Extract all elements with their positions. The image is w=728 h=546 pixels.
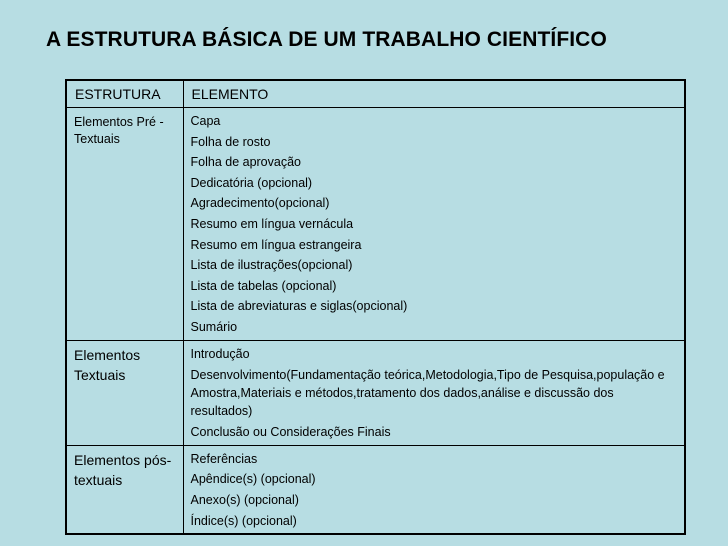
list-item: Agradecimento(opcional) (190, 196, 330, 211)
list-item: Desenvolvimento(Fundamentação teórica,Metodologia,Tipo de Pesquisa,população e Amostra,Materiais e métodos,tratamento dos dados,análise e discussão dos resultados) (190, 368, 665, 419)
row-label: Elementos Pré - Textuais (74, 115, 164, 146)
list-item: Apêndice(s) (opcional) (190, 472, 316, 487)
list-item: Introdução (190, 346, 250, 361)
list-item: Lista de abreviaturas e siglas(opcional) (190, 299, 408, 314)
row-items-cell (183, 108, 685, 341)
table-row-pos-textuais (66, 445, 685, 534)
row-label: Elementos pós-textuais (74, 451, 172, 488)
list-item: Folha de rosto (190, 134, 271, 149)
list-item: Índice(s) (opcional) (190, 513, 297, 528)
row-label-cell (66, 340, 183, 445)
table-header-row (66, 80, 685, 108)
row-items-cell (183, 340, 685, 445)
list-item: Resumo em língua estrangeira (190, 237, 362, 252)
table-row-pre-textuais (66, 108, 685, 341)
list-item: Resumo em língua vernácula (190, 216, 354, 231)
list-item: Anexo(s) (opcional) (190, 492, 299, 507)
list-item: Conclusão ou Considerações Finais (190, 425, 391, 440)
list-item: Folha de aprovação (190, 155, 301, 170)
list-item: Lista de ilustrações(opcional) (190, 258, 353, 273)
row-label-cell (66, 108, 183, 341)
list-item: Capa (190, 114, 221, 128)
page-title: A ESTRUTURA BÁSICA DE UM TRABALHO CIENTÍFICO (46, 28, 607, 51)
row-label: Elementos Textuais (74, 346, 141, 383)
table-row-textuais (66, 340, 685, 445)
row-items-cell (183, 445, 685, 534)
header-elemento: ELEMENTO (183, 80, 685, 108)
row-label-cell (66, 445, 183, 534)
list-item: Lista de tabelas (opcional) (190, 278, 337, 293)
list-item: Dedicatória (opcional) (190, 175, 313, 190)
list-item: Referências (190, 451, 258, 466)
list-item: Sumário (190, 319, 238, 334)
structure-table (65, 79, 686, 535)
header-estrutura: ESTRUTURA (66, 80, 183, 108)
